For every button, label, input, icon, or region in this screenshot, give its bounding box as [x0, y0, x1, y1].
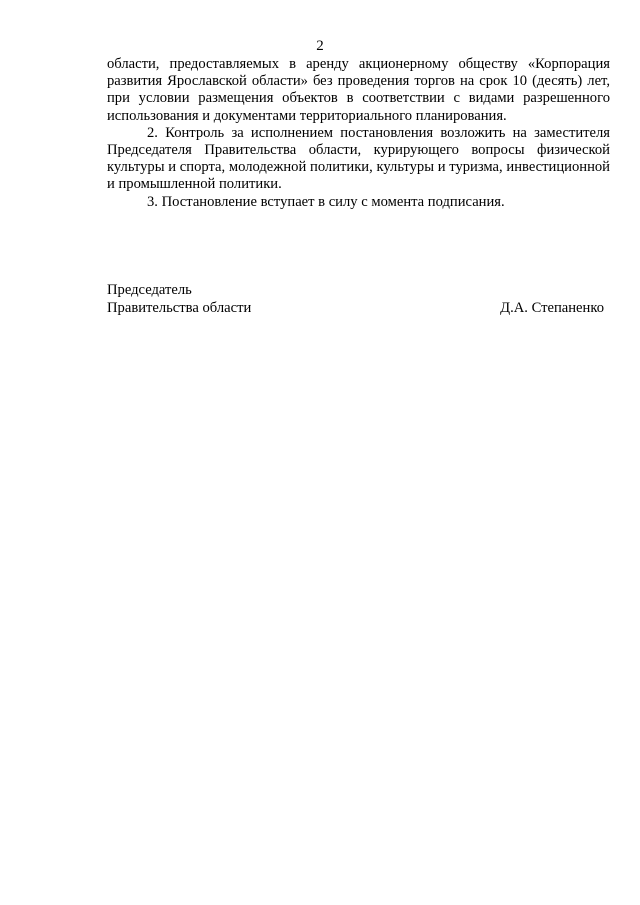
signature-block — [107, 281, 604, 317]
page-number: 2 — [316, 38, 324, 54]
paragraph-effective-clause: 3. Постановление вступает в силу с момента подписания. — [147, 193, 505, 210]
paragraph-control-clause: 2. Контроль за исполнением постановления возложить на заместителя Председателя Правительства области, курирующего вопросы физической культуры и спорта, молодежной политики, культуры и туризма, инвестиционной и промышленной политики. — [107, 124, 610, 193]
signatory-title-line1: Председатель — [107, 282, 192, 298]
signatory-name: Д.А. Степаненко — [500, 300, 604, 316]
signatory-title-line2: Правительства области — [107, 300, 252, 316]
paragraph-continuation: области, предоставляемых в аренду акционерному обществу «Корпорация развития Ярославской области» без проведения торгов на срок 10 (десять) лет, при условии размещения объектов в соответствии с видами разрешенного использования и документами территориального планирования. — [107, 56, 610, 124]
document-body — [107, 56, 610, 211]
signature-row — [107, 299, 604, 317]
